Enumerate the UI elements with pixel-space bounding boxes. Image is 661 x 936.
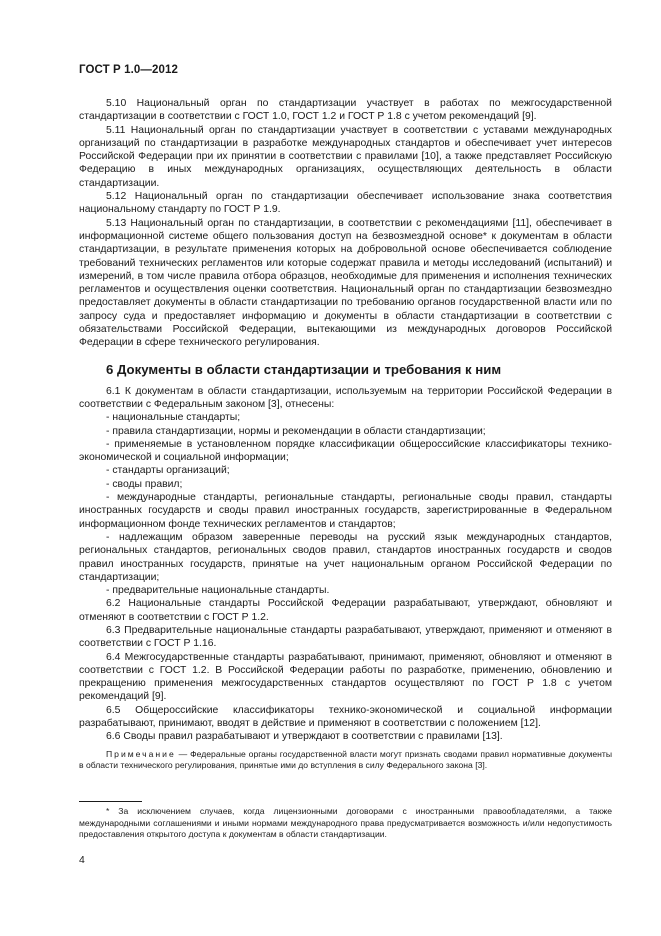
note-text: — Федеральные органы государственной власти могут признать сводами правил нормативные документы в области технического регулирования, принятые ими до вступления в силу Федерального закона [3]. bbox=[79, 748, 612, 771]
list-item: - международные стандарты, региональные стандарты, региональные своды правил, стандарты иностранных государств и своды правил иностранных государств, зарегистрированные в Федеральном информационном фонде технических регламентов и стандартов; bbox=[79, 492, 612, 530]
paragraph-6-1: 6.1 К документам в области стандартизации, используемым на территории Российской Федерации в соответствии с Федеральным законом [3], отнесены: bbox=[79, 385, 612, 410]
list-item: - применяемые в установленном порядке классификации общероссийские классификаторы технико-экономической и социальной информации; bbox=[79, 438, 612, 464]
list-item: - своды правил; bbox=[106, 478, 183, 490]
paragraph-5-13: 5.13 Национальный орган по стандартизации, в соответствии с рекомендациями [11], обеспечивает в информационной системе общего пользования доступ на безвозмездной основе* к документам в области стандартизации, в результате применения которых на добровольной основе обеспечивается соблюдение требований технических регламентов или которые содержат правила и методы исследований (испытаний) и измерений, в том числе правила отбора образцов, необходимые для применения и исполнения технических регламентов и осуществления оценки соответствия. Национальный орган по стандартизации безвозмездно предоставляет документы в области стандартизации по требованию органов государственной власти или по запросу суда и предоставляет информацию и документы в области стандартизации в соответствии с обязательствами Российской Федерации, вытекающими из международных договоров Российской Федерации в сфере технического регулирования. bbox=[79, 217, 612, 349]
list-item: - национальные стандарты; bbox=[106, 412, 241, 424]
list-item: - правила стандартизации, нормы и рекомендации в области стандартизации; bbox=[106, 425, 486, 437]
footnote: * За исключением случаев, когда лицензионными договорами с иностранными правообладателями, а также международными соглашениями и иными нормами международного права предусматривается возможность и/или недопустимость предоставления открытого доступа к документам в области стандартизации. bbox=[79, 806, 612, 840]
note bbox=[79, 749, 612, 772]
paragraph-5-10: 5.10 Национальный орган по стандартизации участвует в работах по межгосударственной стандартизации в соответствии с ГОСТ 1.0, ГОСТ 1.2 и ГОСТ Р 1.8 с учетом рекомендаций [9]. bbox=[79, 98, 612, 123]
document-body bbox=[79, 97, 612, 772]
paragraph-5-11: 5.11 Национальный орган по стандартизации участвует в соответствии с уставами международных организаций по стандартизации в разработке международных стандартов и обеспечивает учет интересов Российской Федерации при их принятии в соответствии с правилами [10], а также представляет Российскую Федерацию в иных международных организациях, осуществляющих деятельность в области стандартизации. bbox=[79, 124, 612, 189]
paragraph-6-4: 6.4 Межгосударственные стандарты разрабатывают, принимают, применяют, обновляют и отменяют в соответствии с ГОСТ 1.2. В Российской Федерации работы по разработке, применению, обновлению и прекращению применения межгосударственных стандартов осуществляют по ГОСТ Р 1.8 с учетом рекомендаций [9]. bbox=[79, 651, 612, 703]
list-item: - надлежащим образом заверенные переводы на русский язык международных стандартов, региональных стандартов, региональных сводов правил, стандартов иностранных государств и сводов правил иностранных государств, принятые на учет национальным органом Российской Федерации по стандартизации; bbox=[79, 531, 612, 583]
document-header: ГОСТ Р 1.0—2012 bbox=[79, 64, 178, 76]
paragraph-5-12: 5.12 Национальный орган по стандартизации обеспечивает использование знака соответствия национальному стандарту по ГОСТ Р 1.9. bbox=[79, 191, 612, 216]
note-label: Примечание bbox=[106, 748, 176, 759]
paragraph-6-3: 6.3 Предварительные национальные стандарты разрабатывают, утверждают, применяют и отменяют в соответствии с ГОСТ Р 1.16. bbox=[79, 624, 612, 650]
footnote-divider bbox=[79, 801, 142, 802]
paragraph-6-5: 6.5 Общероссийские классификаторы технико-экономической и социальной информации разрабатывают, принимают, вводят в действие и применяют в соответствии с положением [12]. bbox=[79, 704, 612, 730]
page-number: 4 bbox=[79, 855, 85, 866]
list-item: - стандарты организаций; bbox=[106, 465, 230, 477]
list-item: - предварительные национальные стандарты. bbox=[106, 585, 330, 597]
paragraph-6-2: 6.2 Национальные стандарты Российской Федерации разрабатывают, утверждают, обновляют и отменяют в соответствии с ГОСТ Р 1.2. bbox=[79, 598, 612, 623]
paragraph-6-6: 6.6 Своды правил разрабатывают и утверждают в соответствии с правилами [13]. bbox=[106, 731, 503, 743]
section-6-heading: 6 Документы в области стандартизации и требования к ним bbox=[106, 361, 502, 377]
